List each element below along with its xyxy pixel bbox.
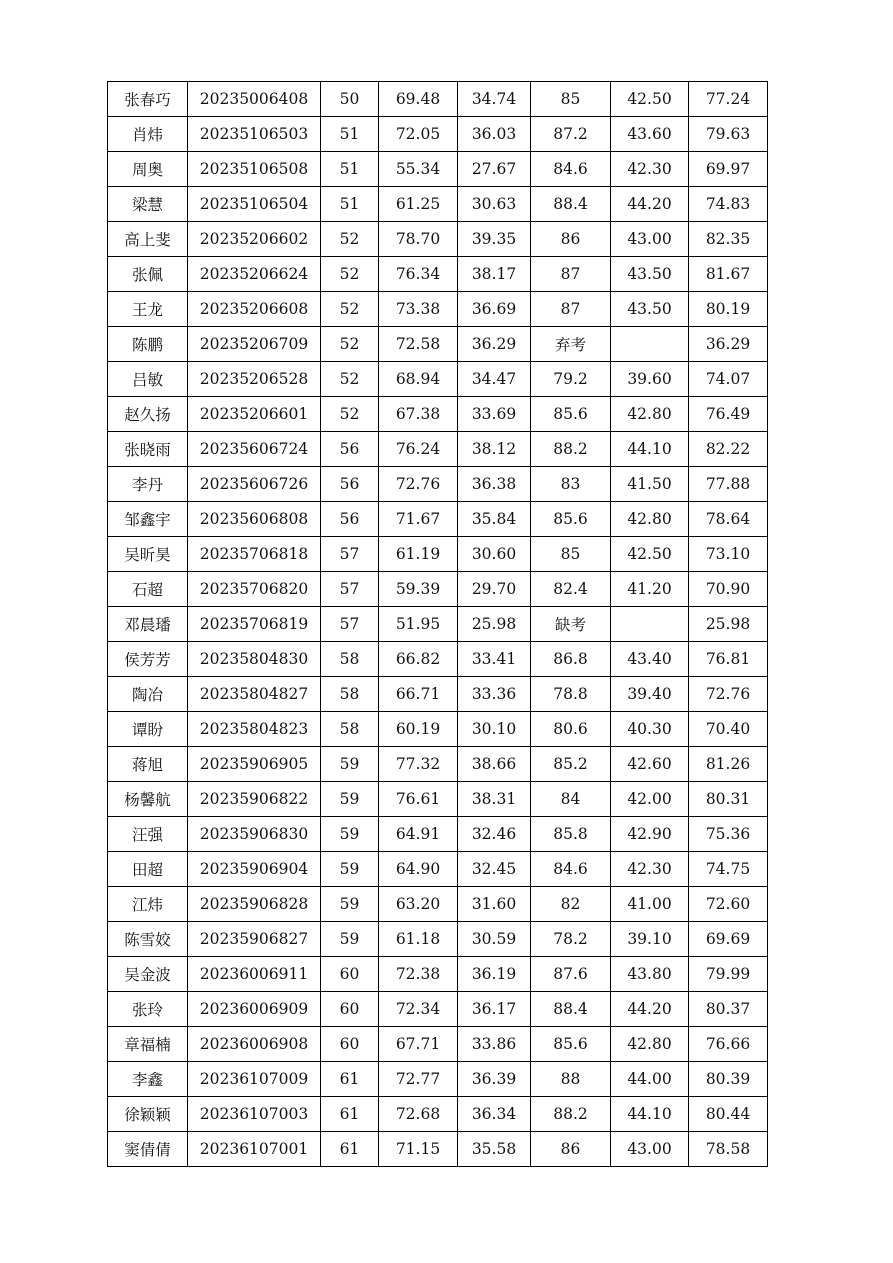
total-score-cell: 74.75 <box>689 852 768 887</box>
interview-weighted-cell: 43.80 <box>611 957 689 992</box>
written-weighted-cell: 35.84 <box>458 502 531 537</box>
name-cell: 王龙 <box>108 292 188 327</box>
interview-score-cell: 86.8 <box>531 642 611 677</box>
interview-weighted-cell: 39.60 <box>611 362 689 397</box>
interview-weighted-cell: 42.60 <box>611 747 689 782</box>
table-row <box>108 117 768 152</box>
written-weighted-cell: 30.60 <box>458 537 531 572</box>
written-weighted-cell: 32.45 <box>458 852 531 887</box>
interview-weighted-cell: 42.80 <box>611 1027 689 1062</box>
position-code-cell: 61 <box>321 1132 379 1167</box>
table-row <box>108 747 768 782</box>
table-row <box>108 712 768 747</box>
total-score-cell: 82.35 <box>689 222 768 257</box>
exam-id-cell: 20235906828 <box>188 887 321 922</box>
exam-id-cell: 20235206602 <box>188 222 321 257</box>
exam-id-cell: 20235106503 <box>188 117 321 152</box>
name-cell: 窦倩倩 <box>108 1132 188 1167</box>
table-row <box>108 782 768 817</box>
name-cell: 章福楠 <box>108 1027 188 1062</box>
table-row <box>108 222 768 257</box>
interview-weighted-cell: 43.60 <box>611 117 689 152</box>
table-row <box>108 677 768 712</box>
name-cell: 高上斐 <box>108 222 188 257</box>
written-score-cell: 69.48 <box>379 82 458 117</box>
total-score-cell: 76.81 <box>689 642 768 677</box>
exam-id-cell: 20235606808 <box>188 502 321 537</box>
written-weighted-cell: 34.47 <box>458 362 531 397</box>
position-code-cell: 51 <box>321 117 379 152</box>
name-cell: 李丹 <box>108 467 188 502</box>
written-score-cell: 77.32 <box>379 747 458 782</box>
written-weighted-cell: 33.86 <box>458 1027 531 1062</box>
total-score-cell: 75.36 <box>689 817 768 852</box>
written-weighted-cell: 36.03 <box>458 117 531 152</box>
table-row <box>108 467 768 502</box>
interview-score-cell: 78.8 <box>531 677 611 712</box>
interview-score-cell: 84.6 <box>531 152 611 187</box>
exam-id-cell: 20235606726 <box>188 467 321 502</box>
table-row <box>108 922 768 957</box>
total-score-cell: 80.37 <box>689 992 768 1027</box>
total-score-cell: 79.63 <box>689 117 768 152</box>
written-score-cell: 61.18 <box>379 922 458 957</box>
total-score-cell: 72.76 <box>689 677 768 712</box>
exam-id-cell: 20235906822 <box>188 782 321 817</box>
interview-score-cell: 缺考 <box>531 607 611 642</box>
written-score-cell: 71.15 <box>379 1132 458 1167</box>
written-score-cell: 61.19 <box>379 537 458 572</box>
total-score-cell: 36.29 <box>689 327 768 362</box>
position-code-cell: 61 <box>321 1097 379 1132</box>
position-code-cell: 57 <box>321 572 379 607</box>
position-code-cell: 61 <box>321 1062 379 1097</box>
table-row <box>108 817 768 852</box>
written-score-cell: 61.25 <box>379 187 458 222</box>
name-cell: 李鑫 <box>108 1062 188 1097</box>
total-score-cell: 81.26 <box>689 747 768 782</box>
written-score-cell: 59.39 <box>379 572 458 607</box>
written-score-cell: 66.82 <box>379 642 458 677</box>
name-cell: 徐颖颖 <box>108 1097 188 1132</box>
name-cell: 邓晨璠 <box>108 607 188 642</box>
table-row <box>108 327 768 362</box>
written-weighted-cell: 38.12 <box>458 432 531 467</box>
name-cell: 张玲 <box>108 992 188 1027</box>
total-score-cell: 76.49 <box>689 397 768 432</box>
position-code-cell: 52 <box>321 292 379 327</box>
table-row <box>108 992 768 1027</box>
table-row <box>108 537 768 572</box>
exam-id-cell: 20235906904 <box>188 852 321 887</box>
total-score-cell: 80.39 <box>689 1062 768 1097</box>
interview-score-cell: 88.4 <box>531 187 611 222</box>
written-score-cell: 72.77 <box>379 1062 458 1097</box>
total-score-cell: 74.07 <box>689 362 768 397</box>
total-score-cell: 72.60 <box>689 887 768 922</box>
position-code-cell: 56 <box>321 467 379 502</box>
interview-weighted-cell: 43.00 <box>611 1132 689 1167</box>
interview-weighted-cell: 39.40 <box>611 677 689 712</box>
written-score-cell: 72.68 <box>379 1097 458 1132</box>
table-row <box>108 397 768 432</box>
written-score-cell: 72.34 <box>379 992 458 1027</box>
interview-score-cell: 85 <box>531 82 611 117</box>
name-cell: 邹鑫宇 <box>108 502 188 537</box>
written-score-cell: 73.38 <box>379 292 458 327</box>
interview-score-cell: 88.4 <box>531 992 611 1027</box>
exam-id-cell: 20235706820 <box>188 572 321 607</box>
written-score-cell: 76.61 <box>379 782 458 817</box>
table-row <box>108 852 768 887</box>
table-row <box>108 152 768 187</box>
written-weighted-cell: 32.46 <box>458 817 531 852</box>
interview-score-cell: 87.2 <box>531 117 611 152</box>
interview-score-cell: 86 <box>531 1132 611 1167</box>
written-weighted-cell: 35.58 <box>458 1132 531 1167</box>
total-score-cell: 25.98 <box>689 607 768 642</box>
written-score-cell: 71.67 <box>379 502 458 537</box>
written-weighted-cell: 36.34 <box>458 1097 531 1132</box>
interview-weighted-cell: 42.80 <box>611 502 689 537</box>
name-cell: 田超 <box>108 852 188 887</box>
interview-weighted-cell: 43.00 <box>611 222 689 257</box>
total-score-cell: 80.19 <box>689 292 768 327</box>
total-score-cell: 73.10 <box>689 537 768 572</box>
table-row <box>108 292 768 327</box>
interview-score-cell: 85.6 <box>531 397 611 432</box>
interview-score-cell: 87 <box>531 257 611 292</box>
score-table-body <box>108 82 768 1167</box>
written-score-cell: 64.90 <box>379 852 458 887</box>
total-score-cell: 70.40 <box>689 712 768 747</box>
exam-id-cell: 20235206709 <box>188 327 321 362</box>
interview-score-cell: 80.6 <box>531 712 611 747</box>
written-score-cell: 72.05 <box>379 117 458 152</box>
position-code-cell: 50 <box>321 82 379 117</box>
written-weighted-cell: 36.39 <box>458 1062 531 1097</box>
interview-weighted-cell: 43.50 <box>611 292 689 327</box>
total-score-cell: 80.31 <box>689 782 768 817</box>
exam-id-cell: 20236006908 <box>188 1027 321 1062</box>
table-row <box>108 187 768 222</box>
interview-weighted-cell: 44.20 <box>611 992 689 1027</box>
written-score-cell: 67.71 <box>379 1027 458 1062</box>
interview-weighted-cell: 42.90 <box>611 817 689 852</box>
position-code-cell: 56 <box>321 502 379 537</box>
position-code-cell: 52 <box>321 327 379 362</box>
written-weighted-cell: 38.66 <box>458 747 531 782</box>
position-code-cell: 58 <box>321 712 379 747</box>
exam-id-cell: 20236107003 <box>188 1097 321 1132</box>
name-cell: 梁慧 <box>108 187 188 222</box>
total-score-cell: 69.69 <box>689 922 768 957</box>
interview-weighted-cell: 41.20 <box>611 572 689 607</box>
interview-score-cell: 85.6 <box>531 502 611 537</box>
position-code-cell: 59 <box>321 922 379 957</box>
name-cell: 谭盼 <box>108 712 188 747</box>
written-score-cell: 63.20 <box>379 887 458 922</box>
interview-weighted-cell: 39.10 <box>611 922 689 957</box>
table-row <box>108 642 768 677</box>
exam-id-cell: 20235106504 <box>188 187 321 222</box>
written-score-cell: 67.38 <box>379 397 458 432</box>
exam-id-cell: 20236006911 <box>188 957 321 992</box>
table-row <box>108 1132 768 1167</box>
interview-weighted-cell <box>611 327 689 362</box>
written-score-cell: 78.70 <box>379 222 458 257</box>
table-row <box>108 1027 768 1062</box>
interview-weighted-cell: 44.20 <box>611 187 689 222</box>
interview-weighted-cell: 44.10 <box>611 432 689 467</box>
interview-score-cell: 85 <box>531 537 611 572</box>
table-row <box>108 432 768 467</box>
score-table <box>107 81 768 1167</box>
name-cell: 陈鹏 <box>108 327 188 362</box>
written-score-cell: 76.24 <box>379 432 458 467</box>
written-weighted-cell: 25.98 <box>458 607 531 642</box>
total-score-cell: 70.90 <box>689 572 768 607</box>
interview-weighted-cell: 41.00 <box>611 887 689 922</box>
exam-id-cell: 20235804823 <box>188 712 321 747</box>
interview-score-cell: 82.4 <box>531 572 611 607</box>
written-weighted-cell: 39.35 <box>458 222 531 257</box>
table-row <box>108 82 768 117</box>
position-code-cell: 60 <box>321 1027 379 1062</box>
written-weighted-cell: 33.36 <box>458 677 531 712</box>
interview-weighted-cell <box>611 607 689 642</box>
table-row <box>108 887 768 922</box>
interview-score-cell: 83 <box>531 467 611 502</box>
position-code-cell: 57 <box>321 537 379 572</box>
written-score-cell: 68.94 <box>379 362 458 397</box>
written-weighted-cell: 38.31 <box>458 782 531 817</box>
written-weighted-cell: 33.41 <box>458 642 531 677</box>
name-cell: 江炜 <box>108 887 188 922</box>
exam-id-cell: 20235606724 <box>188 432 321 467</box>
position-code-cell: 52 <box>321 222 379 257</box>
interview-weighted-cell: 43.40 <box>611 642 689 677</box>
exam-id-cell: 20235906830 <box>188 817 321 852</box>
interview-weighted-cell: 44.10 <box>611 1097 689 1132</box>
interview-score-cell: 88.2 <box>531 432 611 467</box>
interview-score-cell: 88.2 <box>531 1097 611 1132</box>
written-score-cell: 72.38 <box>379 957 458 992</box>
written-score-cell: 76.34 <box>379 257 458 292</box>
written-weighted-cell: 30.59 <box>458 922 531 957</box>
total-score-cell: 69.97 <box>689 152 768 187</box>
exam-id-cell: 20236107001 <box>188 1132 321 1167</box>
written-score-cell: 66.71 <box>379 677 458 712</box>
written-weighted-cell: 36.19 <box>458 957 531 992</box>
exam-id-cell: 20235206601 <box>188 397 321 432</box>
exam-id-cell: 20236006909 <box>188 992 321 1027</box>
interview-score-cell: 79.2 <box>531 362 611 397</box>
interview-score-cell: 87.6 <box>531 957 611 992</box>
interview-score-cell: 85.8 <box>531 817 611 852</box>
exam-id-cell: 20235804827 <box>188 677 321 712</box>
total-score-cell: 78.64 <box>689 502 768 537</box>
written-weighted-cell: 30.63 <box>458 187 531 222</box>
written-weighted-cell: 34.74 <box>458 82 531 117</box>
written-weighted-cell: 38.17 <box>458 257 531 292</box>
name-cell: 侯芳芳 <box>108 642 188 677</box>
interview-score-cell: 85.6 <box>531 1027 611 1062</box>
written-weighted-cell: 33.69 <box>458 397 531 432</box>
interview-score-cell: 84 <box>531 782 611 817</box>
total-score-cell: 80.44 <box>689 1097 768 1132</box>
interview-weighted-cell: 41.50 <box>611 467 689 502</box>
interview-weighted-cell: 42.00 <box>611 782 689 817</box>
table-row <box>108 1097 768 1132</box>
exam-id-cell: 20235906827 <box>188 922 321 957</box>
name-cell: 张春巧 <box>108 82 188 117</box>
written-score-cell: 51.95 <box>379 607 458 642</box>
interview-score-cell: 弃考 <box>531 327 611 362</box>
written-weighted-cell: 36.69 <box>458 292 531 327</box>
exam-id-cell: 20235706819 <box>188 607 321 642</box>
interview-weighted-cell: 42.80 <box>611 397 689 432</box>
written-weighted-cell: 36.29 <box>458 327 531 362</box>
total-score-cell: 78.58 <box>689 1132 768 1167</box>
written-score-cell: 60.19 <box>379 712 458 747</box>
total-score-cell: 77.88 <box>689 467 768 502</box>
name-cell: 杨馨航 <box>108 782 188 817</box>
interview-weighted-cell: 43.50 <box>611 257 689 292</box>
name-cell: 陈雪姣 <box>108 922 188 957</box>
name-cell: 石超 <box>108 572 188 607</box>
name-cell: 陶冶 <box>108 677 188 712</box>
interview-score-cell: 86 <box>531 222 611 257</box>
name-cell: 赵久扬 <box>108 397 188 432</box>
position-code-cell: 58 <box>321 677 379 712</box>
position-code-cell: 56 <box>321 432 379 467</box>
interview-score-cell: 85.2 <box>531 747 611 782</box>
interview-weighted-cell: 40.30 <box>611 712 689 747</box>
interview-score-cell: 84.6 <box>531 852 611 887</box>
exam-id-cell: 20236107009 <box>188 1062 321 1097</box>
exam-id-cell: 20235804830 <box>188 642 321 677</box>
name-cell: 汪强 <box>108 817 188 852</box>
total-score-cell: 82.22 <box>689 432 768 467</box>
name-cell: 肖炜 <box>108 117 188 152</box>
position-code-cell: 52 <box>321 257 379 292</box>
name-cell: 张晓雨 <box>108 432 188 467</box>
position-code-cell: 52 <box>321 362 379 397</box>
name-cell: 张佩 <box>108 257 188 292</box>
written-weighted-cell: 31.60 <box>458 887 531 922</box>
name-cell: 吴金波 <box>108 957 188 992</box>
table-row <box>108 502 768 537</box>
exam-id-cell: 20235206528 <box>188 362 321 397</box>
written-score-cell: 55.34 <box>379 152 458 187</box>
written-weighted-cell: 29.70 <box>458 572 531 607</box>
name-cell: 吕敏 <box>108 362 188 397</box>
total-score-cell: 74.83 <box>689 187 768 222</box>
interview-weighted-cell: 44.00 <box>611 1062 689 1097</box>
written-weighted-cell: 36.17 <box>458 992 531 1027</box>
interview-score-cell: 82 <box>531 887 611 922</box>
position-code-cell: 52 <box>321 397 379 432</box>
interview-score-cell: 88 <box>531 1062 611 1097</box>
table-row <box>108 572 768 607</box>
position-code-cell: 59 <box>321 887 379 922</box>
written-weighted-cell: 30.10 <box>458 712 531 747</box>
interview-weighted-cell: 42.30 <box>611 152 689 187</box>
position-code-cell: 60 <box>321 992 379 1027</box>
exam-id-cell: 20235706818 <box>188 537 321 572</box>
interview-weighted-cell: 42.50 <box>611 537 689 572</box>
exam-id-cell: 20235206624 <box>188 257 321 292</box>
exam-id-cell: 20235906905 <box>188 747 321 782</box>
position-code-cell: 51 <box>321 187 379 222</box>
total-score-cell: 77.24 <box>689 82 768 117</box>
written-score-cell: 72.58 <box>379 327 458 362</box>
position-code-cell: 60 <box>321 957 379 992</box>
position-code-cell: 59 <box>321 747 379 782</box>
table-row <box>108 1062 768 1097</box>
interview-weighted-cell: 42.30 <box>611 852 689 887</box>
interview-score-cell: 87 <box>531 292 611 327</box>
exam-id-cell: 20235006408 <box>188 82 321 117</box>
total-score-cell: 79.99 <box>689 957 768 992</box>
total-score-cell: 76.66 <box>689 1027 768 1062</box>
exam-id-cell: 20235106508 <box>188 152 321 187</box>
written-score-cell: 72.76 <box>379 467 458 502</box>
written-score-cell: 64.91 <box>379 817 458 852</box>
position-code-cell: 57 <box>321 607 379 642</box>
table-row <box>108 257 768 292</box>
exam-id-cell: 20235206608 <box>188 292 321 327</box>
table-row <box>108 957 768 992</box>
interview-score-cell: 78.2 <box>531 922 611 957</box>
written-weighted-cell: 36.38 <box>458 467 531 502</box>
position-code-cell: 59 <box>321 817 379 852</box>
name-cell: 周奥 <box>108 152 188 187</box>
table-row <box>108 362 768 397</box>
position-code-cell: 59 <box>321 782 379 817</box>
position-code-cell: 59 <box>321 852 379 887</box>
table-row <box>108 607 768 642</box>
total-score-cell: 81.67 <box>689 257 768 292</box>
position-code-cell: 51 <box>321 152 379 187</box>
written-weighted-cell: 27.67 <box>458 152 531 187</box>
name-cell: 蒋旭 <box>108 747 188 782</box>
name-cell: 吴昕昊 <box>108 537 188 572</box>
position-code-cell: 58 <box>321 642 379 677</box>
interview-weighted-cell: 42.50 <box>611 82 689 117</box>
